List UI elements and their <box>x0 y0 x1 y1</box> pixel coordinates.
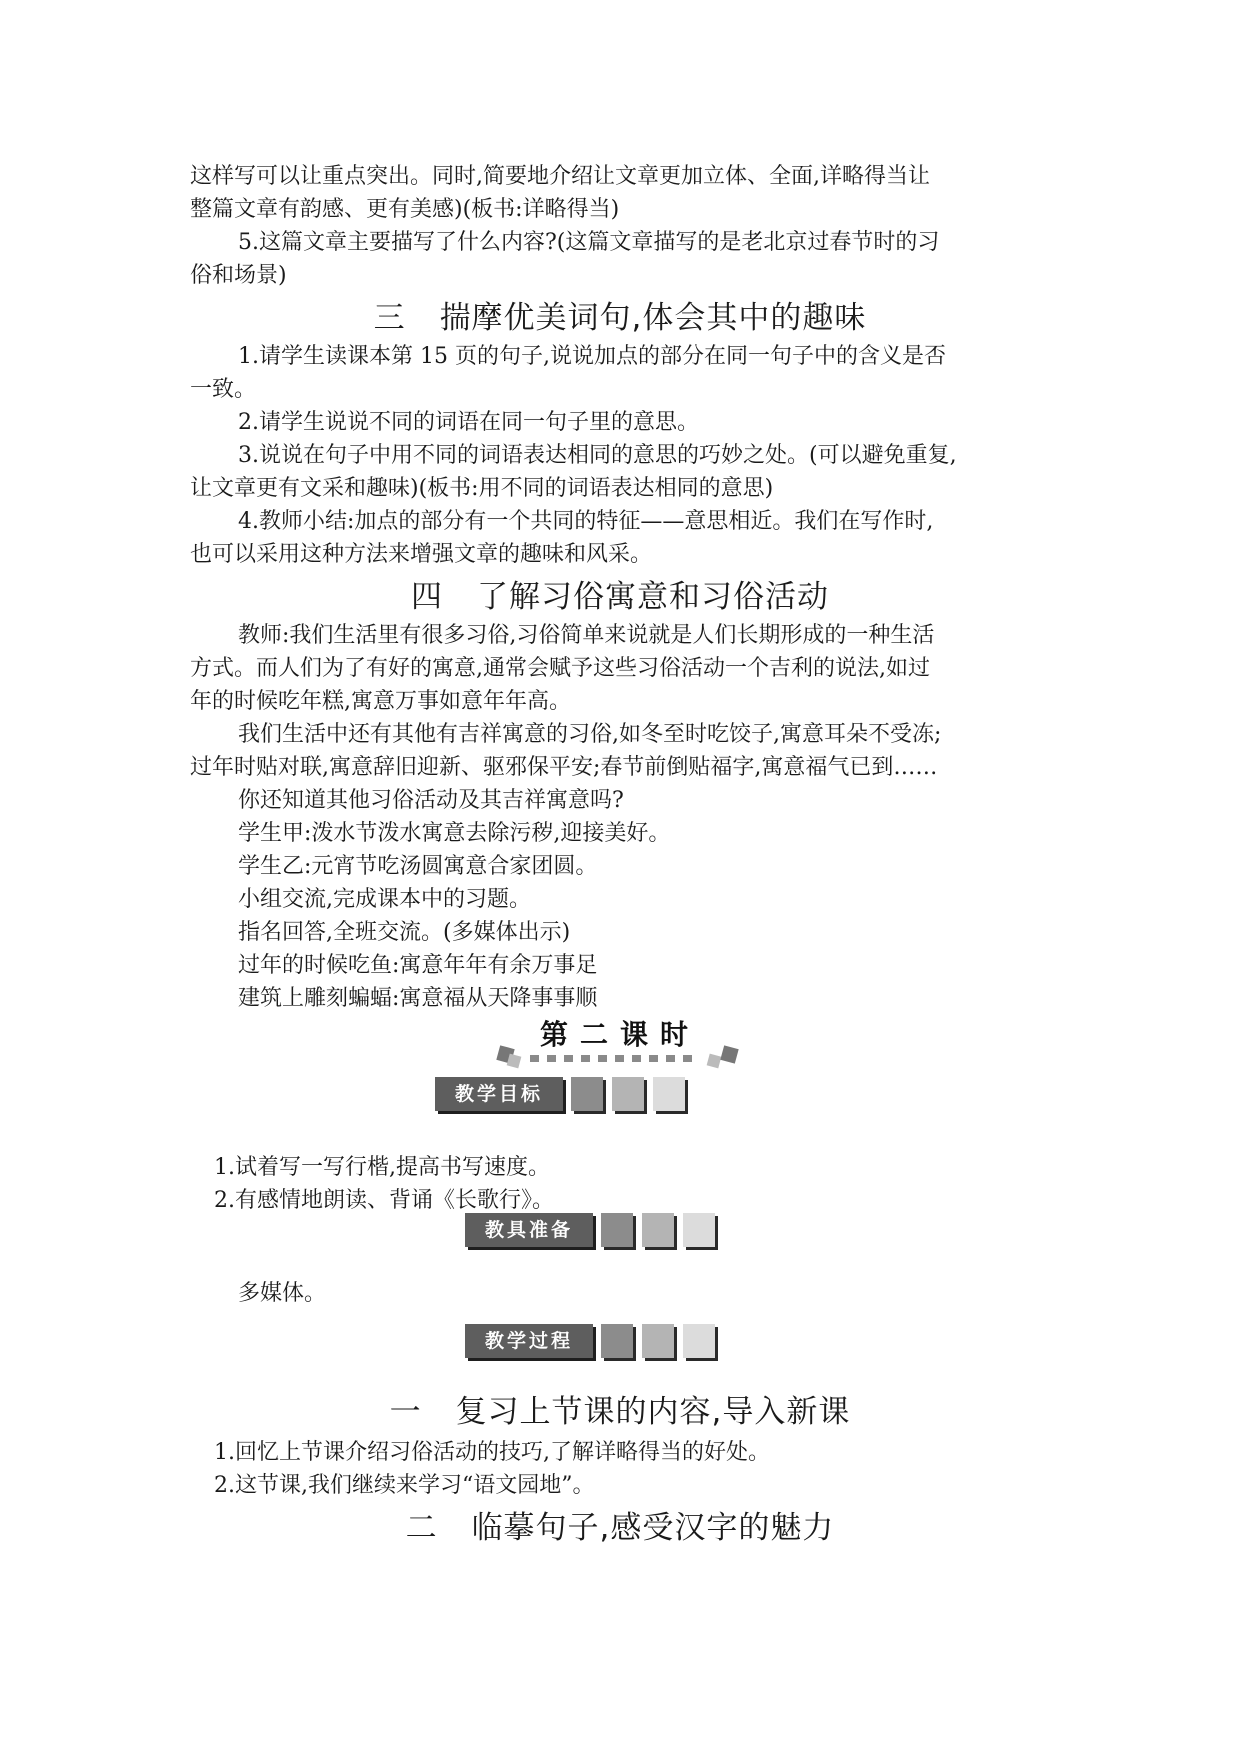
text-line: 让文章更有文采和趣味)(板书:用不同的词语表达相同的意思) <box>190 476 774 501</box>
text-line: 这样写可以让重点突出。同时,简要地介绍让文章更加立体、全面,详略得当让 <box>190 164 930 189</box>
intro-paragraph <box>190 160 1050 226</box>
dash-mark <box>649 1055 658 1062</box>
text-line: 也可以采用这种方法来增强文章的趣味和风采。 <box>190 542 653 567</box>
text-line: 4.教师小结:加点的部分有一个共同的特征——意思相近。我们在写作时, <box>238 509 934 534</box>
label-square-icon <box>642 1324 674 1358</box>
dash-mark <box>530 1055 539 1062</box>
text-line: 5.这篇文章主要描写了什么内容?(这篇文章描写的是老北京过春节时的习 <box>238 230 940 255</box>
text-line: 过年的时候吃鱼:寓意年年有余万事足 <box>238 953 598 978</box>
text-line: 我们生活中还有其他有吉祥寓意的习俗,如冬至时吃饺子,寓意耳朵不受冻; <box>238 722 942 747</box>
text-line: 建筑上雕刻蝙蝠:寓意福从天降事事顺 <box>238 986 598 1011</box>
process-label: 教学过程 <box>465 1324 593 1358</box>
text-line: 1.回忆上节课介绍习俗活动的技巧,了解详略得当的好处。 <box>214 1440 770 1465</box>
section-title: 复习上节课的内容,导入新课 <box>455 1394 851 1430</box>
tools-label-row <box>190 1203 1050 1263</box>
text-line: 小组交流,完成课本中的习题。 <box>238 887 531 912</box>
text-line: 整篇文章有韵感、更有美感)(板书:详略得当) <box>190 197 620 222</box>
label-square-icon <box>683 1324 715 1358</box>
text-line: 2.请学生说说不同的词语在同一句子里的意思。 <box>238 410 699 435</box>
text-line: 教师:我们生活里有很多习俗,习俗简单来说就是人们长期形成的一种生活 <box>238 623 935 648</box>
label-square-icon <box>683 1213 715 1247</box>
label-square-icon <box>653 1077 685 1111</box>
text-line: 3.说说在句子中用不同的词语表达相同的意思的巧妙之处。(可以避免重复, <box>238 443 957 468</box>
section-number: 四 <box>411 579 443 615</box>
text-line: 学生甲:泼水节泼水寓意去除污秽,迎接美好。 <box>238 821 671 846</box>
lesson-title: 第二课时 <box>539 1018 700 1051</box>
objectives-label: 教学目标 <box>435 1077 563 1111</box>
objective-item: 2.有感情地朗读、背诵《长歌行》。 <box>214 1188 554 1213</box>
text-line: 你还知道其他习俗活动及其吉祥寓意吗? <box>238 788 624 813</box>
section-title: 揣摩优美词句,体会其中的趣味 <box>439 300 867 336</box>
section-number: 二 <box>405 1510 438 1546</box>
dash-mark <box>683 1055 692 1062</box>
section-3-body <box>190 340 1050 571</box>
banner-dash-row <box>500 1051 740 1063</box>
dash-mark <box>632 1055 641 1062</box>
dash-mark <box>581 1055 590 1062</box>
text-line: 2.这节课,我们继续来学习“语文园地”。 <box>214 1473 595 1498</box>
dash-mark <box>598 1055 607 1062</box>
text-line: 一致。 <box>190 377 257 402</box>
text-line: 学生乙:元宵节吃汤圆寓意合家团圆。 <box>238 854 598 879</box>
text-line: 1.请学生读课本第 15 页的句子,说说加点的部分在同一句子中的含义是否 <box>238 344 946 369</box>
text-line: 过年时贴对联,寓意辞旧迎新、驱邪保平安;春节前倒贴福字,寓意福气已到…… <box>190 755 938 780</box>
text-line: 方式。而人们为了有好的寓意,通常会赋予这些习俗活动一个吉利的说法,如过 <box>190 656 930 681</box>
section-4-heading <box>190 579 1050 615</box>
text-line: 俗和场景) <box>190 263 287 288</box>
section-number: 三 <box>373 300 406 336</box>
tools-text: 多媒体。 <box>238 1281 327 1306</box>
section-number: 一 <box>389 1394 422 1430</box>
objectives-label-row <box>190 1067 1050 1127</box>
text-line: 指名回答,全班交流。(多媒体出示) <box>238 920 571 945</box>
part-2-heading <box>190 1510 1050 1546</box>
label-square-icon <box>571 1077 603 1111</box>
tools-label: 教具准备 <box>465 1213 593 1247</box>
dash-mark <box>564 1055 573 1062</box>
label-square-icon <box>612 1077 644 1111</box>
dash-mark <box>666 1055 675 1062</box>
objective-item: 1.试着写一写行楷,提高书写速度。 <box>214 1155 550 1180</box>
section-title: 了解习俗寓意和习俗活动 <box>477 579 829 615</box>
section-3-heading <box>190 300 1050 336</box>
label-square-icon <box>601 1324 633 1358</box>
text-line: 年的时候吃年糕,寓意万事如意年年高。 <box>190 689 571 714</box>
part-1-heading <box>190 1394 1050 1430</box>
label-square-icon <box>601 1213 633 1247</box>
dash-mark <box>615 1055 624 1062</box>
lesson-banner <box>190 1017 1050 1067</box>
section-title: 临摹句子,感受汉字的魅力 <box>471 1510 835 1546</box>
question-5 <box>190 226 1050 292</box>
page-content <box>190 160 1050 1546</box>
decorative-square-icon <box>720 1045 738 1063</box>
label-square-icon <box>642 1213 674 1247</box>
part-1-body <box>190 1436 1050 1502</box>
section-4-body <box>190 619 1050 1015</box>
process-label-row <box>190 1314 1050 1374</box>
dash-mark <box>547 1055 556 1062</box>
